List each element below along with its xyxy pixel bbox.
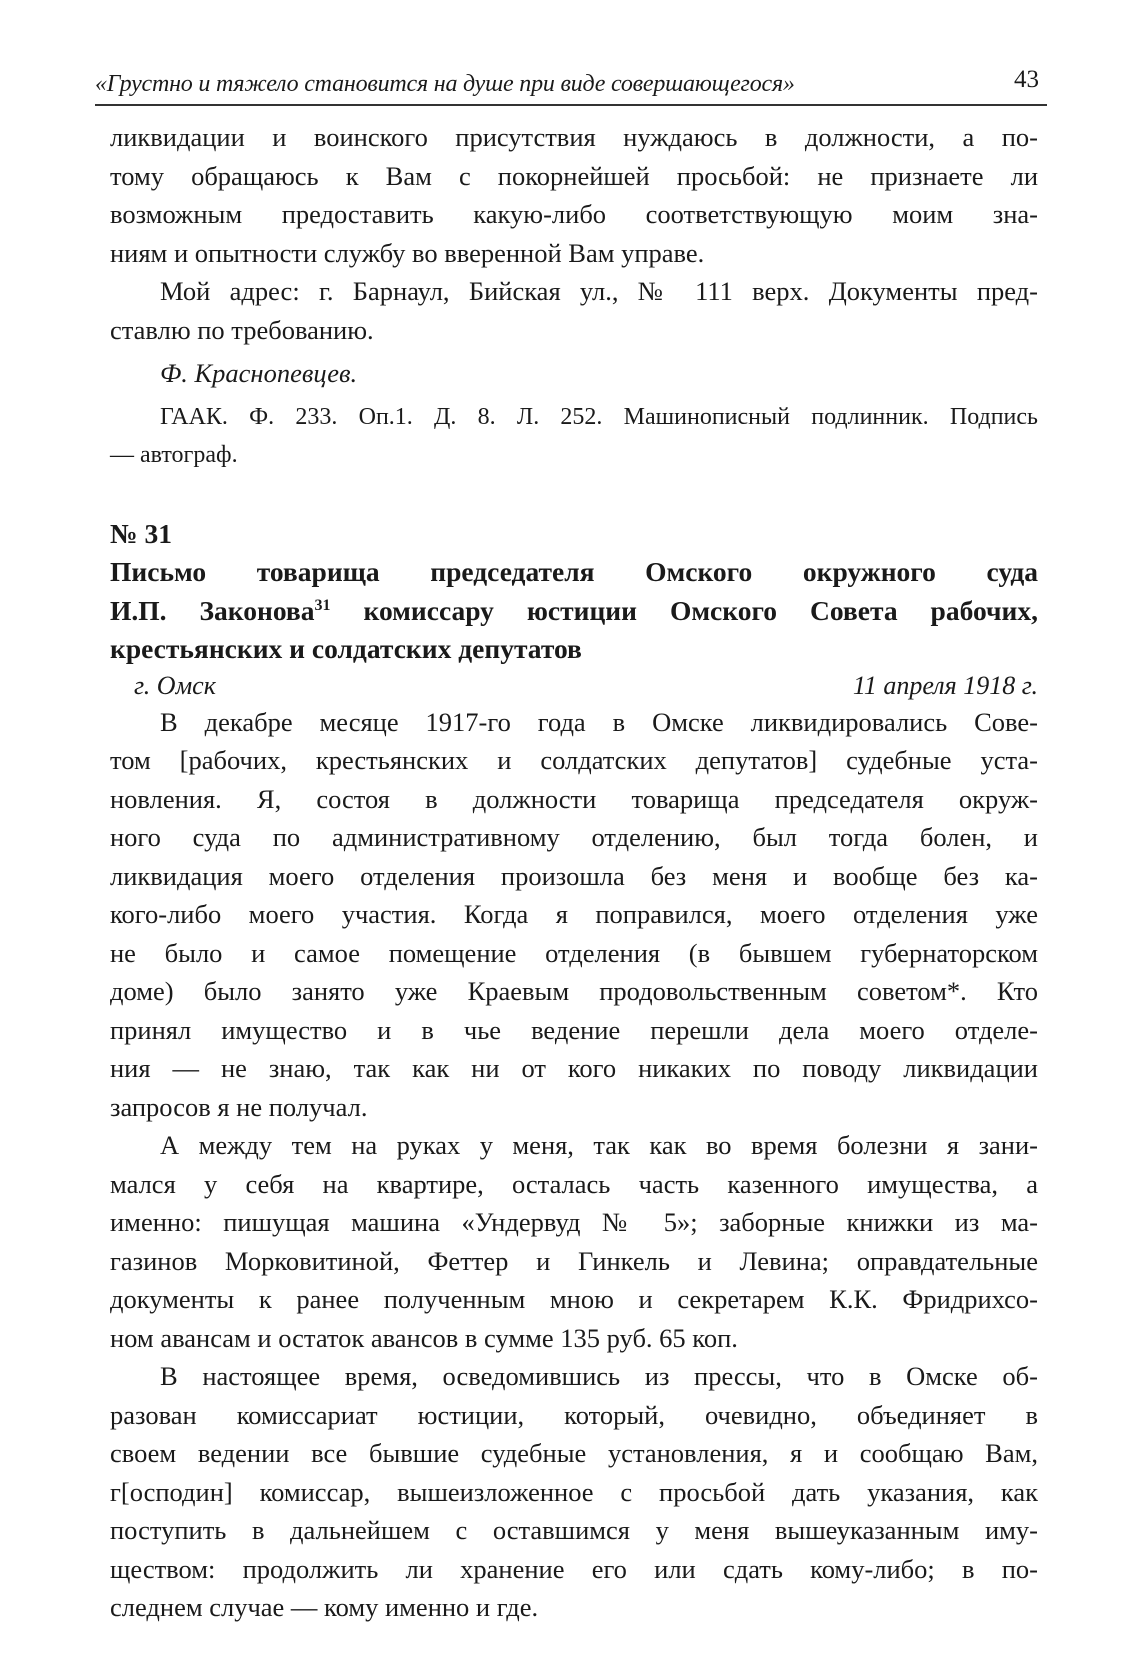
text-line: тому обращаюсь к Вам с покорнейшей просьбой: не признаете ли xyxy=(110,160,1038,191)
document-title xyxy=(110,592,1038,631)
text-line: г[осподин] комиссар, вышеизложенное с просьбой дать указания, как xyxy=(110,1476,1038,1507)
document-number: № 31 xyxy=(110,517,173,549)
text-line: ниям и опытности службу во вверенной Вам управе. xyxy=(110,237,705,268)
text-line: именно: пишущая машина «Ундервуд № 5»; заборные книжки из ма- xyxy=(110,1207,1038,1237)
running-title: «Грустно и тяжело становится на душе при виде совершающегося» xyxy=(95,71,795,97)
text-line: А между тем на руках у меня, так как во время болезни я зани- xyxy=(160,1130,1038,1160)
text-line: возможным предоставить какую-либо соответствующую моим зна- xyxy=(110,199,1038,229)
page-body xyxy=(110,118,1038,1627)
text-line: том [рабочих, крестьянских и солдатских депутатов] судебные уста- xyxy=(110,745,1038,775)
text-line: следнем случае — кому именно и где. xyxy=(110,1592,539,1622)
text-line: ществом: продолжить ли хранение его или сдать кому-либо; в по- xyxy=(110,1553,1038,1584)
title-rest: комиссару юстиции Омского Совета рабочих, xyxy=(330,594,1038,626)
text-line: разован комиссариат юстиции, который, очевидно, объединяет в xyxy=(110,1399,1038,1430)
document-title: Письмо товарища председателя Омского окружного суда xyxy=(110,556,1038,587)
place-date-line xyxy=(110,669,1038,703)
text-line: новления. Я, состоя в должности товарища председателя окруж- xyxy=(110,783,1038,814)
text-line: В декабре месяце 1917-го года в Омске ликвидировались Сове- xyxy=(160,706,1038,737)
text-line: запросов я не получал. xyxy=(110,1091,368,1122)
page-number: 43 xyxy=(1014,66,1039,93)
text-line: ном авансам и остаток авансов в сумме 135 руб. 65 коп. xyxy=(110,1322,738,1353)
addressee-name: И.П. Законова xyxy=(110,594,315,626)
text-line: газинов Морковитиной, Феттер и Гинкель и Левина; оправдательные xyxy=(110,1245,1038,1276)
text-line: ликвидации и воинского присутствия нуждаюсь в должности, а по- xyxy=(110,122,1038,152)
text-line: мался у себя на квартире, осталась часть казенного имущества, а xyxy=(110,1168,1038,1199)
address-line: ставлю по требованию. xyxy=(110,314,374,345)
text-line: В настоящее время, осведомившись из прессы, что в Омске об- xyxy=(160,1361,1038,1391)
document-title: крестьянских и солдатских депутатов xyxy=(110,633,582,664)
address-line: Мой адрес: г. Барнаул, Бийская ул., № 111 верх. Документы пред- xyxy=(160,276,1038,306)
text-line: ния — не знаю, так как ни от кого никаких по поводу ликвидации xyxy=(110,1053,1038,1083)
date: 11 апреля 1918 г. xyxy=(852,670,1038,700)
text-line: кого-либо моего участия. Когда я поправился, моего отделения уже xyxy=(110,899,1038,929)
signature: Ф. Краснопевцев. xyxy=(160,358,358,388)
text-line: не было и самое помещение отделения (в бывшем губернаторском xyxy=(110,937,1038,968)
text-line: документы к ранее полученным мною и секретарем К.К. Фридрихсо- xyxy=(110,1284,1038,1314)
text-line: доме) было занято уже Краевым продовольственным советом*. Кто xyxy=(110,976,1038,1006)
archive-reference: ГААК. Ф. 233. Оп.1. Д. 8. Л. 252. Машинописный подлинник. Подпись xyxy=(160,403,1038,430)
text-line: принял имущество и в чье ведение перешли дела моего отделе- xyxy=(110,1014,1038,1045)
text-line: ликвидация моего отделения произошла без меня и вообще без ка- xyxy=(110,860,1038,891)
running-header xyxy=(95,44,1047,106)
footnote-marker: 31 xyxy=(314,596,331,614)
place: г. Омск xyxy=(134,670,216,700)
text-line: поступить в дальнейшем с оставшимся у меня вышеуказанным иму- xyxy=(110,1515,1038,1545)
text-line: ного суда по административному отделению, был тогда болен, и xyxy=(110,822,1038,852)
archive-reference: — автограф. xyxy=(110,442,238,468)
text-line: своем ведении все бывшие судебные установления, я и сообщаю Вам, xyxy=(110,1438,1038,1468)
